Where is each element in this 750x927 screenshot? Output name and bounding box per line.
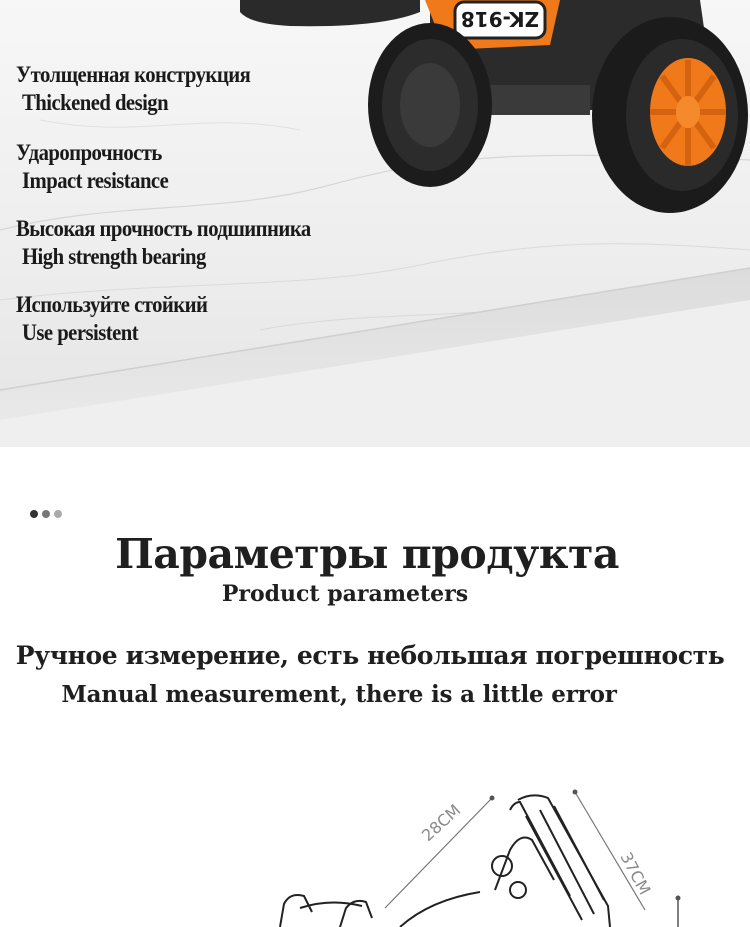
section-dots: [30, 510, 62, 518]
feature-label-en: Impact resistance: [22, 168, 169, 193]
plate-text: ZK-918: [460, 7, 540, 31]
feature-label-ru: Утолщенная конструкция: [16, 62, 251, 87]
feature-label-ru: Высокая прочность подшипника: [16, 216, 311, 241]
dimension-height-label: 37CM: [616, 848, 655, 898]
dot-icon: [42, 510, 50, 518]
measurement-note-ru: Ручное измерение, есть небольшая погрешность: [15, 641, 725, 670]
feature-impact-resistance: [16, 140, 184, 194]
feature-label-en: High strength bearing: [22, 244, 206, 269]
feature-label-en: Use persistent: [22, 320, 139, 345]
product-photo: [0, 0, 750, 447]
section-subtitle: Product parameters: [221, 581, 469, 607]
feature-persistent: [16, 292, 229, 346]
dot-icon: [30, 510, 38, 518]
dot-icon: [54, 510, 62, 518]
feature-bearing: [16, 216, 343, 270]
feature-label-ru: Ударопрочность: [16, 140, 162, 165]
feature-thickened-design: [16, 62, 276, 116]
toy-truck-image: [230, 0, 750, 230]
feature-label-en: Thickened design: [22, 90, 169, 115]
dimension-length-label: 28CM: [417, 800, 465, 845]
measurement-note-en: Manual measurement, there is a little error: [61, 681, 617, 708]
section-title: Параметры продукта: [115, 530, 619, 578]
dimension-drawing: [270, 780, 750, 927]
feature-label-ru: Используйте стойкий: [16, 292, 208, 317]
